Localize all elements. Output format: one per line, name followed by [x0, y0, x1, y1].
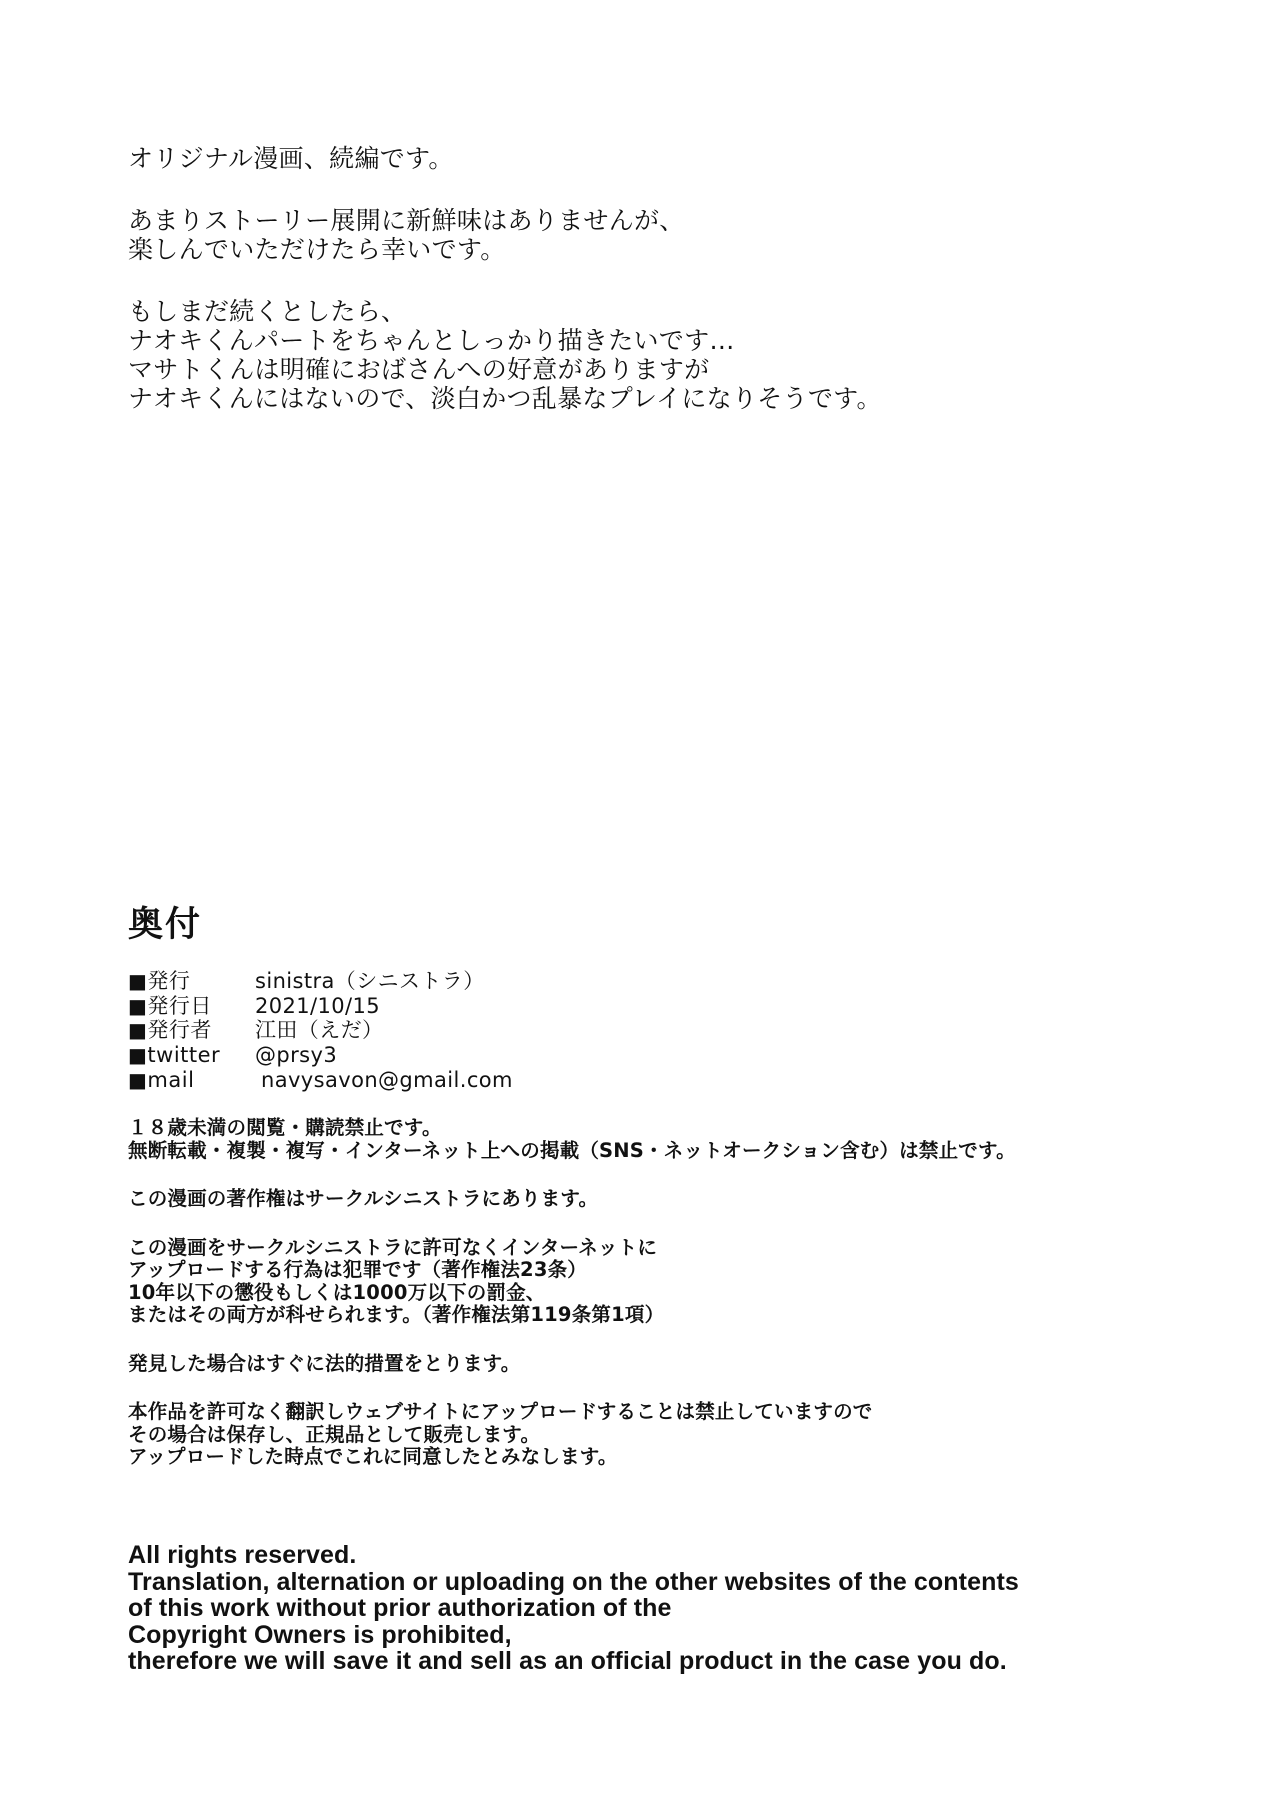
colophon-row-twitter: [128, 1043, 828, 1068]
notice-line: アップロードした時点でこれに同意したとみなします。: [128, 1445, 618, 1468]
colophon-key-label: 発行日: [147, 993, 212, 1018]
colophon-row-mail: [128, 1067, 828, 1092]
colophon-value: sinistra（シニストラ）: [255, 969, 485, 994]
notice-line: この漫画の著作権はサークルシニストラにあります。: [128, 1187, 599, 1210]
notice-line: またはその両方が科せられます。（著作権法第119条第1項）: [128, 1303, 665, 1326]
colophon-title: 奥付: [128, 905, 203, 945]
colophon-row-publisher: [128, 969, 828, 994]
english-notice-line: All rights reserved.: [128, 1541, 357, 1569]
colophon-row-author: [128, 1018, 828, 1043]
english-notice-line: therefore we will save it and sell as an official product in the case you do.: [128, 1647, 1007, 1675]
afterword-line: 楽しんでいただけたら幸いです。: [128, 235, 506, 264]
english-rights-notice: [128, 1542, 1238, 1675]
square-bullet-icon: ■: [128, 969, 148, 994]
afterword-line: もしまだ続くとしたら、: [128, 297, 407, 326]
notice-paragraph: [128, 1237, 1238, 1327]
colophon-value: 2021/10/15: [255, 993, 381, 1018]
colophon-key: [128, 969, 255, 993]
notice-paragraph: [128, 1117, 1238, 1162]
colophon-key-label: mail: [147, 1067, 195, 1092]
notice-line: 本作品を許可なく翻訳しウェブサイトにアップロードすることは禁止していますので: [128, 1400, 873, 1423]
english-notice-line: Copyright Owners is prohibited,: [128, 1620, 512, 1649]
copyright-notices: [128, 1117, 1238, 1495]
notice-line: 10年以下の懲役もしくは1000万以下の罰金、: [128, 1280, 546, 1304]
square-bullet-icon: ■: [128, 993, 148, 1018]
afterword-line: オリジナル漫画、続編です。: [128, 144, 454, 173]
notice-line: １８歳未満の閲覧・購読禁止です。: [128, 1116, 442, 1139]
english-notice-line: of this work without prior authorization of the: [128, 1594, 672, 1622]
notice-line: アップロードする行為は犯罪です（著作権法23条）: [128, 1258, 587, 1281]
colophon-key-label: 発行者: [147, 1018, 212, 1043]
colophon-value: 江田（えだ）: [255, 1018, 384, 1043]
afterword-paragraph: [128, 206, 1168, 264]
author-afterword: [128, 144, 1168, 446]
afterword-line: あまりストーリー展開に新鮮味はありませんが、: [128, 206, 685, 235]
notice-paragraph: [128, 1401, 1238, 1469]
afterword-paragraph: [128, 297, 1168, 413]
colophon-key-label: twitter: [147, 1043, 221, 1068]
notice-line: 発見した場合はすぐに法的措置をとります。: [128, 1351, 521, 1375]
notice-line: この漫画をサークルシニストラに許可なくインターネットに: [128, 1235, 658, 1259]
square-bullet-icon: ■: [128, 1043, 148, 1068]
english-notice-line: Translation, alternation or uploading on the other websites of the contents: [128, 1567, 1019, 1596]
colophon-row-date: [128, 994, 828, 1019]
notice-paragraph: [128, 1188, 1238, 1211]
afterword-line: マサトくんは明確におばさんへの好意がありますが: [128, 355, 710, 384]
colophon-key: [128, 1018, 255, 1042]
afterword-paragraph: [128, 144, 1168, 173]
notice-paragraph: [128, 1353, 1238, 1376]
notice-line: 無断転載・複製・複写・インターネット上への掲載（SNS・ネットオークション含む）は禁止です。: [128, 1138, 1016, 1162]
colophon-key-label: 発行: [147, 969, 191, 994]
square-bullet-icon: ■: [128, 1018, 148, 1043]
colophon-key: [128, 994, 255, 1018]
afterword-line: ナオキくんにはないので、淡白かつ乱暴なプレイになりそうです。: [128, 384, 882, 413]
colophon-info-table: [128, 969, 828, 1092]
twitter-handle: @prsy3: [255, 1043, 338, 1068]
afterword-line: ナオキくんパートをちゃんとしっかり描きたいです…: [128, 326, 735, 355]
email-address: navysavon@gmail.com: [261, 1067, 513, 1092]
notice-line: その場合は保存し、正規品として販売します。: [128, 1422, 541, 1446]
colophon-key: [128, 1043, 255, 1067]
colophon-key: [128, 1068, 255, 1092]
square-bullet-icon: ■: [128, 1067, 148, 1092]
